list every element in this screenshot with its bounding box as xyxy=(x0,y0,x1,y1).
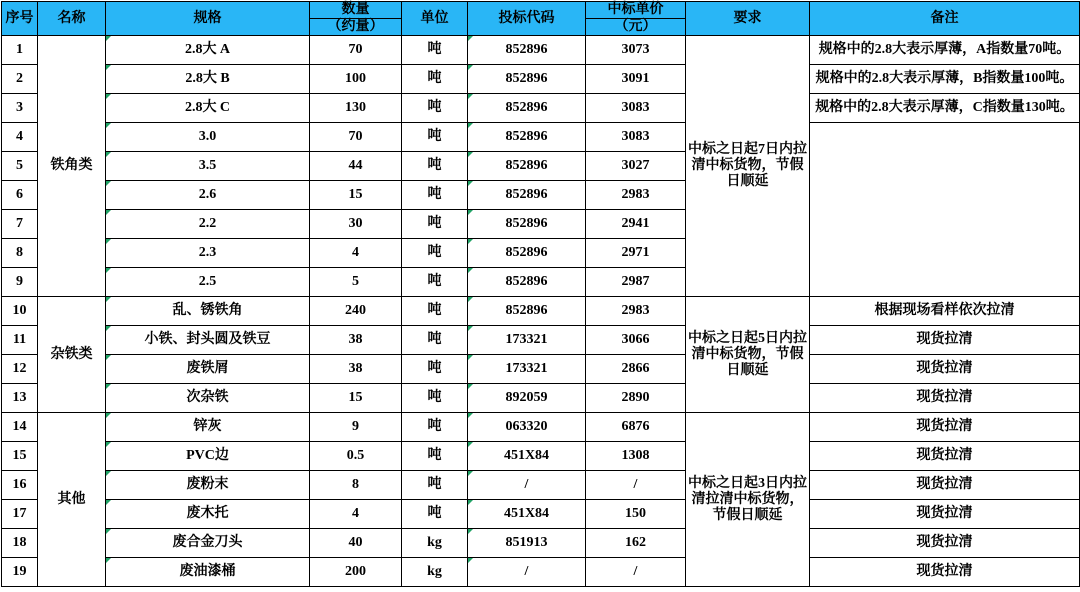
cell-remark: 现货拉清 xyxy=(810,326,1080,355)
table-row xyxy=(2,500,1080,529)
cell-winning-price: / xyxy=(586,471,686,500)
table-row xyxy=(2,529,1080,558)
cell-spec: 2.8大 A xyxy=(106,36,310,65)
cell-spec: PVC边 xyxy=(106,442,310,471)
cell-bid-code: 852896 xyxy=(468,36,586,65)
cell-no: 16 xyxy=(2,471,38,500)
cell-unit: 吨 xyxy=(402,442,468,471)
cell-spec: 3.0 xyxy=(106,123,310,152)
cell-remark: 规格中的2.8大表示厚薄，B指数量100吨。 xyxy=(810,65,1080,94)
cell-quantity: 15 xyxy=(310,384,402,413)
cell-unit: 吨 xyxy=(402,239,468,268)
cell-spec: 2.6 xyxy=(106,181,310,210)
cell-bid-code: 852896 xyxy=(468,123,586,152)
column-header-quantity-sub: （约量） xyxy=(327,19,384,35)
cell-remark: 现货拉清 xyxy=(810,355,1080,384)
cell-quantity: 70 xyxy=(310,123,402,152)
cell-requirement: 中标之日起5日内拉清中标货物，节假日顺延 xyxy=(686,297,810,413)
table-row xyxy=(2,558,1080,587)
cell-winning-price: 2983 xyxy=(586,297,686,326)
cell-remark xyxy=(810,123,1080,297)
cell-requirement: 中标之日起3日内拉清拉清中标货物，节假日顺延 xyxy=(686,413,810,587)
cell-bid-code: 852896 xyxy=(468,65,586,94)
cell-bid-code: 852896 xyxy=(468,94,586,123)
cell-remark: 现货拉清 xyxy=(810,500,1080,529)
cell-unit: 吨 xyxy=(402,500,468,529)
cell-winning-price: 3091 xyxy=(586,65,686,94)
column-header-quantity-main: 数量 xyxy=(310,2,401,19)
cell-no: 7 xyxy=(2,210,38,239)
cell-quantity: 5 xyxy=(310,268,402,297)
cell-quantity: 0.5 xyxy=(310,442,402,471)
cell-no: 14 xyxy=(2,413,38,442)
cell-unit: 吨 xyxy=(402,152,468,181)
cell-winning-price: 1308 xyxy=(586,442,686,471)
cell-no: 8 xyxy=(2,239,38,268)
cell-bid-code: 451X84 xyxy=(468,500,586,529)
cell-bid-code: 852896 xyxy=(468,210,586,239)
cell-spec: 次杂铁 xyxy=(106,384,310,413)
column-header-winning-price-main: 中标单价 xyxy=(586,2,685,19)
cell-quantity: 38 xyxy=(310,326,402,355)
cell-winning-price: 2890 xyxy=(586,384,686,413)
cell-unit: 吨 xyxy=(402,297,468,326)
cell-bid-code: 852896 xyxy=(468,152,586,181)
cell-quantity: 38 xyxy=(310,355,402,384)
cell-quantity: 200 xyxy=(310,558,402,587)
cell-no: 11 xyxy=(2,326,38,355)
cell-bid-code: 173321 xyxy=(468,355,586,384)
cell-winning-price: 3083 xyxy=(586,94,686,123)
cell-unit: kg xyxy=(402,558,468,587)
cell-remark: 现货拉清 xyxy=(810,529,1080,558)
cell-remark: 现货拉清 xyxy=(810,413,1080,442)
cell-bid-code: 852896 xyxy=(468,181,586,210)
cell-quantity: 100 xyxy=(310,65,402,94)
cell-unit: 吨 xyxy=(402,384,468,413)
cell-requirement: 中标之日起7日内拉清中标货物，节假日顺延 xyxy=(686,36,810,297)
cell-spec: 3.5 xyxy=(106,152,310,181)
cell-no: 17 xyxy=(2,500,38,529)
cell-bid-code: 451X84 xyxy=(468,442,586,471)
column-header-requirement: 要求 xyxy=(686,2,810,36)
cell-spec: 乱、锈铁角 xyxy=(106,297,310,326)
table-row xyxy=(2,355,1080,384)
cell-no: 15 xyxy=(2,442,38,471)
cell-winning-price: / xyxy=(586,558,686,587)
cell-unit: 吨 xyxy=(402,413,468,442)
cell-no: 12 xyxy=(2,355,38,384)
column-header-bid-code: 投标代码 xyxy=(468,2,586,36)
cell-winning-price: 3027 xyxy=(586,152,686,181)
cell-unit: 吨 xyxy=(402,326,468,355)
cell-spec: 废油漆桶 xyxy=(106,558,310,587)
cell-bid-code: 892059 xyxy=(468,384,586,413)
cell-unit: 吨 xyxy=(402,210,468,239)
table-row xyxy=(2,384,1080,413)
cell-quantity: 130 xyxy=(310,94,402,123)
column-header-remark: 备注 xyxy=(810,2,1080,36)
cell-no: 1 xyxy=(2,36,38,65)
cell-no: 13 xyxy=(2,384,38,413)
table-row xyxy=(2,471,1080,500)
cell-remark: 规格中的2.8大表示厚薄，C指数量130吨。 xyxy=(810,94,1080,123)
cell-unit: 吨 xyxy=(402,65,468,94)
cell-spec: 废合金刀头 xyxy=(106,529,310,558)
column-header-no: 序号 xyxy=(2,2,38,36)
column-header-name: 名称 xyxy=(38,2,106,36)
cell-unit: 吨 xyxy=(402,355,468,384)
cell-spec: 2.3 xyxy=(106,239,310,268)
cell-bid-code: / xyxy=(468,471,586,500)
cell-winning-price: 2941 xyxy=(586,210,686,239)
cell-unit: kg xyxy=(402,529,468,558)
cell-no: 9 xyxy=(2,268,38,297)
cell-remark: 现货拉清 xyxy=(810,442,1080,471)
table-body xyxy=(2,36,1080,587)
cell-winning-price: 3083 xyxy=(586,123,686,152)
cell-no: 6 xyxy=(2,181,38,210)
cell-bid-code: / xyxy=(468,558,586,587)
cell-unit: 吨 xyxy=(402,268,468,297)
cell-quantity: 15 xyxy=(310,181,402,210)
table-row xyxy=(2,94,1080,123)
cell-unit: 吨 xyxy=(402,94,468,123)
cell-category: 杂铁类 xyxy=(38,297,106,413)
cell-spec: 废铁屑 xyxy=(106,355,310,384)
column-header-quantity xyxy=(310,2,402,36)
cell-quantity: 40 xyxy=(310,529,402,558)
column-header-unit: 单位 xyxy=(402,2,468,36)
cell-winning-price: 2983 xyxy=(586,181,686,210)
table-row xyxy=(2,442,1080,471)
cell-bid-code: 852896 xyxy=(468,297,586,326)
cell-remark: 现货拉清 xyxy=(810,384,1080,413)
cell-quantity: 70 xyxy=(310,36,402,65)
table-row xyxy=(2,65,1080,94)
cell-bid-code: 851913 xyxy=(468,529,586,558)
cell-bid-code: 852896 xyxy=(468,268,586,297)
cell-no: 4 xyxy=(2,123,38,152)
cell-winning-price: 2866 xyxy=(586,355,686,384)
cell-quantity: 8 xyxy=(310,471,402,500)
cell-unit: 吨 xyxy=(402,123,468,152)
cell-spec: 小铁、封头圆及铁豆 xyxy=(106,326,310,355)
cell-winning-price: 2987 xyxy=(586,268,686,297)
cell-quantity: 30 xyxy=(310,210,402,239)
cell-quantity: 44 xyxy=(310,152,402,181)
column-header-winning-price xyxy=(586,2,686,36)
table-row xyxy=(2,413,1080,442)
cell-spec: 2.8大 B xyxy=(106,65,310,94)
cell-no: 19 xyxy=(2,558,38,587)
bid-result-table xyxy=(1,1,1080,587)
cell-category: 铁角类 xyxy=(38,36,106,297)
cell-spec: 废木托 xyxy=(106,500,310,529)
cell-remark: 现货拉清 xyxy=(810,558,1080,587)
cell-bid-code: 063320 xyxy=(468,413,586,442)
cell-remark: 现货拉清 xyxy=(810,471,1080,500)
table-header-row xyxy=(2,2,1080,36)
cell-unit: 吨 xyxy=(402,36,468,65)
column-header-winning-price-sub: （元） xyxy=(614,19,657,35)
cell-spec: 2.5 xyxy=(106,268,310,297)
cell-winning-price: 3066 xyxy=(586,326,686,355)
cell-winning-price: 162 xyxy=(586,529,686,558)
cell-spec: 2.8大 C xyxy=(106,94,310,123)
table-row xyxy=(2,36,1080,65)
bid-result-sheet xyxy=(0,1,1080,592)
cell-spec: 锌灰 xyxy=(106,413,310,442)
cell-remark: 规格中的2.8大表示厚薄，A指数量70吨。 xyxy=(810,36,1080,65)
cell-quantity: 4 xyxy=(310,239,402,268)
table-row xyxy=(2,326,1080,355)
cell-no: 10 xyxy=(2,297,38,326)
cell-unit: 吨 xyxy=(402,181,468,210)
cell-category: 其他 xyxy=(38,413,106,587)
cell-quantity: 9 xyxy=(310,413,402,442)
cell-no: 18 xyxy=(2,529,38,558)
cell-winning-price: 2971 xyxy=(586,239,686,268)
cell-bid-code: 173321 xyxy=(468,326,586,355)
cell-unit: 吨 xyxy=(402,471,468,500)
column-header-spec: 规格 xyxy=(106,2,310,36)
cell-no: 3 xyxy=(2,94,38,123)
cell-winning-price: 150 xyxy=(586,500,686,529)
table-row xyxy=(2,123,1080,152)
cell-remark: 根据现场看样依次拉清 xyxy=(810,297,1080,326)
cell-winning-price: 6876 xyxy=(586,413,686,442)
cell-quantity: 4 xyxy=(310,500,402,529)
cell-spec: 2.2 xyxy=(106,210,310,239)
cell-spec: 废粉末 xyxy=(106,471,310,500)
table-row xyxy=(2,297,1080,326)
cell-winning-price: 3073 xyxy=(586,36,686,65)
cell-no: 5 xyxy=(2,152,38,181)
cell-no: 2 xyxy=(2,65,38,94)
cell-quantity: 240 xyxy=(310,297,402,326)
cell-bid-code: 852896 xyxy=(468,239,586,268)
